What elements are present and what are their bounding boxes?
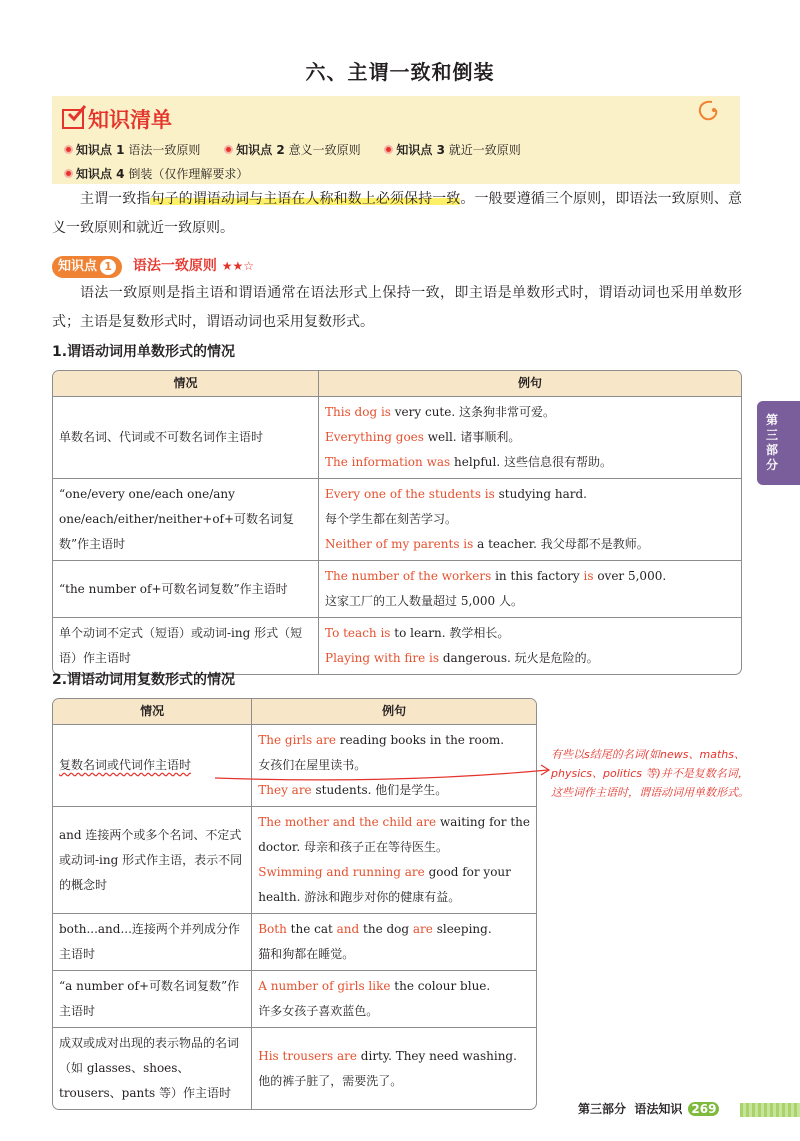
case-cell: 单个动词不定式（短语）或动词-ing 形式（短语）作主语时 <box>53 617 319 674</box>
example-line: doctor. 母亲和孩子正在等待医生。 <box>258 840 448 854</box>
example-line: The girls are reading books in the room. <box>258 733 505 747</box>
example-line: Playing with fire is dangerous. 玩火是危险的。 <box>325 651 599 665</box>
case-cell: 单数名词、代词或不可数名词作主语时 <box>53 397 319 478</box>
difficulty-stars: ★★☆ <box>221 259 255 273</box>
page-number: 269 <box>688 1102 719 1116</box>
page-footer: 第三部分 语法知识 269 <box>578 1100 719 1117</box>
case-cell: 复数名词或代词作主语时 <box>53 725 252 806</box>
column-header: 例句 <box>319 371 741 397</box>
case-cell: “a number of+可数名词复数”作主语时 <box>53 970 252 1027</box>
footer-decoration <box>740 1103 800 1117</box>
example-line: 猫和狗都在睡觉。 <box>258 947 355 961</box>
example-line: health. 游泳和跑步对你的健康有益。 <box>258 890 461 904</box>
case-cell: “the number of+可数名词复数”作主语时 <box>53 560 319 617</box>
intro-paragraph: 主谓一致指句子的谓语动词与主语在人称和数上必须保持一致。一般要遵循三个原则，即语法一致原则、意义一致原则和就近一致原则。 <box>52 191 743 236</box>
highlighted-text: 句子的谓语动词与主语在人称和数上必须保持一致 <box>150 191 461 207</box>
example-line: 这家工厂的工人数量超过 5,000 人。 <box>325 594 523 608</box>
example-line: To teach is to learn. 教学相长。 <box>325 626 510 640</box>
example-line: Everything goes well. 诸事顺利。 <box>325 430 521 444</box>
example-line: 许多女孩子喜欢蓝色。 <box>258 1004 379 1018</box>
example-line: The number of the workers in this factory is over 5,000. <box>325 569 667 583</box>
knowledge-list-heading: 知识清单 <box>62 104 172 134</box>
knowledge-point-badge: 知识点 1 <box>52 256 122 278</box>
knowledge-point[interactable]: 知识点 1 语法一致原则 <box>64 138 200 162</box>
knowledge-point[interactable]: 知识点 2 意义一致原则 <box>224 138 360 162</box>
knowledge-point[interactable]: 知识点 4 倒装（仅作理解要求） <box>64 162 248 186</box>
case-cell: “one/every one/each one/any one/each/either/neither+of+可数名词复数”作主语时 <box>53 478 319 560</box>
example-line: They are students. 他们是学生。 <box>258 783 448 797</box>
page-title: 六、主谓一致和倒装 <box>305 60 495 84</box>
example-line: Swimming and running are good for your <box>258 865 511 879</box>
side-tab[interactable]: 第三部分 <box>757 401 800 485</box>
knowledge-point[interactable]: 知识点 3 就近一致原则 <box>384 138 520 162</box>
column-header: 例句 <box>252 699 536 725</box>
example-line: Neither of my parents is a teacher. 我父母都不是教师。 <box>325 537 649 551</box>
example-line: This dog is very cute. 这条狗非常可爱。 <box>325 405 555 419</box>
case-cell: and 连接两个或多个名词、不定式或动词-ing 形式作主语，表示不同的概念时 <box>53 806 252 913</box>
handwritten-note: 有些以s结尾的名词(如news、maths、physics、politics 等)并不是复数名词，这些词作主语时，谓语动词用单数形式。 <box>551 748 749 799</box>
example-line: 他的裤子脏了，需要洗了。 <box>258 1073 403 1088</box>
example-line: His trousers are dirty. They need washing. <box>258 1048 517 1063</box>
example-line: Both the cat and the dog are sleeping. <box>258 922 492 936</box>
subheading-singular: 1.谓语动词用单数形式的情况 <box>52 344 236 360</box>
example-line: A number of girls like the colour blue. <box>258 979 491 993</box>
case-cell: 成双或成对出现的表示物品的名词（如 glasses、shoes、trousers、pants 等）作主语时 <box>53 1027 252 1109</box>
example-line: The information was helpful. 这些信息很有帮助。 <box>325 455 612 469</box>
section-heading-1: 知识点 1 语法一致原则 ★★☆ <box>52 255 254 278</box>
column-header: 情况 <box>53 371 319 397</box>
example-line: 女孩们在屋里读书。 <box>258 758 367 772</box>
subheading-plural: 2.谓语动词用复数形式的情况 <box>52 672 236 688</box>
case-cell: both...and...连接两个并列成分作主语时 <box>53 913 252 970</box>
example-line: The mother and the child are waiting for the <box>258 815 530 829</box>
section1-description: 语法一致原则是指主语和谓语通常在语法形式上保持一致，即主语是单数形式时，谓语动词也采用单数形式；主语是复数形式时，谓语动词也采用复数形式。 <box>52 285 742 330</box>
example-line: Every one of the students is studying hard. <box>325 487 587 501</box>
example-line: 每个学生都在刻苦学习。 <box>325 512 458 526</box>
column-header: 情况 <box>53 699 252 725</box>
